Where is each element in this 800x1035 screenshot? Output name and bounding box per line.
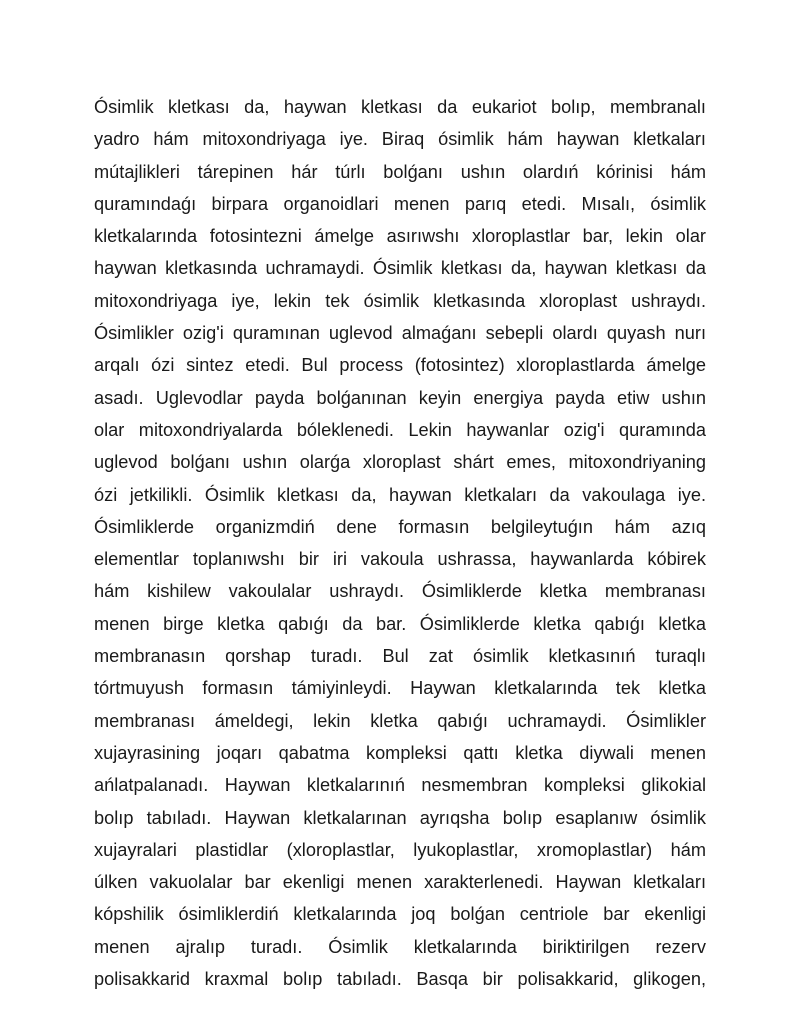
text-line: Ósimliklerde organizmdiń dene formasın belgileytuǵın hám azıq bbox=[94, 516, 706, 537]
text-line: menen birge kletka qabıǵı da bar. Ósimliklerde kletka qabıǵı kletka bbox=[94, 613, 706, 634]
text-line: mitoxondriyaga iye, lekin tek ósimlik kletkasında xloroplast ushraydı. bbox=[94, 290, 706, 311]
text-line: xujayralari plastidlar (xloroplastlar, lyukoplastlar, xromoplastlar) hám bbox=[94, 839, 706, 860]
text-line: membranası ámeldegi, lekin kletka qabıǵı uchramaydi. Ósimlikler bbox=[94, 710, 706, 731]
text-line: ózi jetkilikli. Ósimlik kletkası da, haywan kletkaları da vakoulaga iye. bbox=[94, 484, 706, 505]
text-line: xujayrasining joqarı qabatma kompleksi qattı kletka diywali menen bbox=[94, 742, 706, 763]
text-line: mútajlikleri tárepinen hár túrlı bolǵanı ushın olardıń kórinisi hám bbox=[94, 161, 706, 182]
text-line: elementlar toplanıwshı bir iri vakoula ushrassa, haywanlarda kóbirek bbox=[94, 549, 706, 570]
text-line: menen ajralıp turadı. Ósimlik kletkalarında biriktirilgen rezerv bbox=[94, 936, 706, 957]
text-line: kletkalarında fotosintezni ámelge asırıwshı xloroplastlar bar, lekin olar bbox=[94, 226, 706, 247]
text-line: membranasın qorshap turadı. Bul zat ósimlik kletkasınıń turaqlı bbox=[94, 646, 706, 667]
text-line: uglevod bolǵanı ushın olarǵa xloroplast shárt emes, mitoxondriyaning bbox=[94, 452, 706, 473]
text-line: kópshilik ósimliklerdiń kletkalarında joq bolǵan centriole bar ekenligi bbox=[94, 904, 706, 925]
text-line: Ósimlikler ozig'i quramınan uglevod almaǵanı sebepli olardı quyash nurı bbox=[94, 323, 706, 344]
text-line: tórtmuyush formasın támiyinleydi. Haywan kletkalarında tek kletka bbox=[94, 678, 706, 699]
text-line: Ósimlik kletkası da, haywan kletkası da eukariot bolıp, membranalı bbox=[94, 97, 706, 117]
text-line: olar mitoxondriyalarda bóleklenedi. Lekin haywanlar ozig'i quramında bbox=[94, 419, 706, 440]
text-line: úlken vakuolalar bar ekenligi menen xarakterlenedi. Haywan kletkaları bbox=[94, 872, 706, 893]
text-line: haywan kletkasında uchramaydi. Ósimlik kletkası da, haywan kletkası da bbox=[94, 258, 706, 279]
text-line: asadı. Uglevodlar payda bolǵanınan keyin energiya payda etiw ushın bbox=[94, 387, 706, 408]
body-paragraph bbox=[94, 91, 706, 995]
text-line: arqalı ózi sintez etedi. Bul process (fotosintez) xloroplastlarda ámelge bbox=[94, 355, 706, 376]
text-line: ańlatpalanadı. Haywan kletkalarınıń nesmembran kompleksi glikokial bbox=[94, 775, 706, 796]
text-line: hám kishilew vakoulalar ushraydı. Ósimliklerde kletka membranası bbox=[94, 581, 706, 602]
text-line: yadro hám mitoxondriyaga iye. Biraq ósimlik hám haywan kletkaları bbox=[94, 129, 706, 150]
text-line: quramındaǵı birpara organoidlari menen parıq etedi. Mısalı, ósimlik bbox=[94, 193, 706, 214]
text-line: polisakkarid kraxmal bolıp tabıladı. Basqa bir polisakkarid, glikogen, bbox=[94, 969, 706, 990]
text-line: bolıp tabıladı. Haywan kletkalarınan ayrıqsha bolıp esaplanıw ósimlik bbox=[94, 807, 706, 828]
